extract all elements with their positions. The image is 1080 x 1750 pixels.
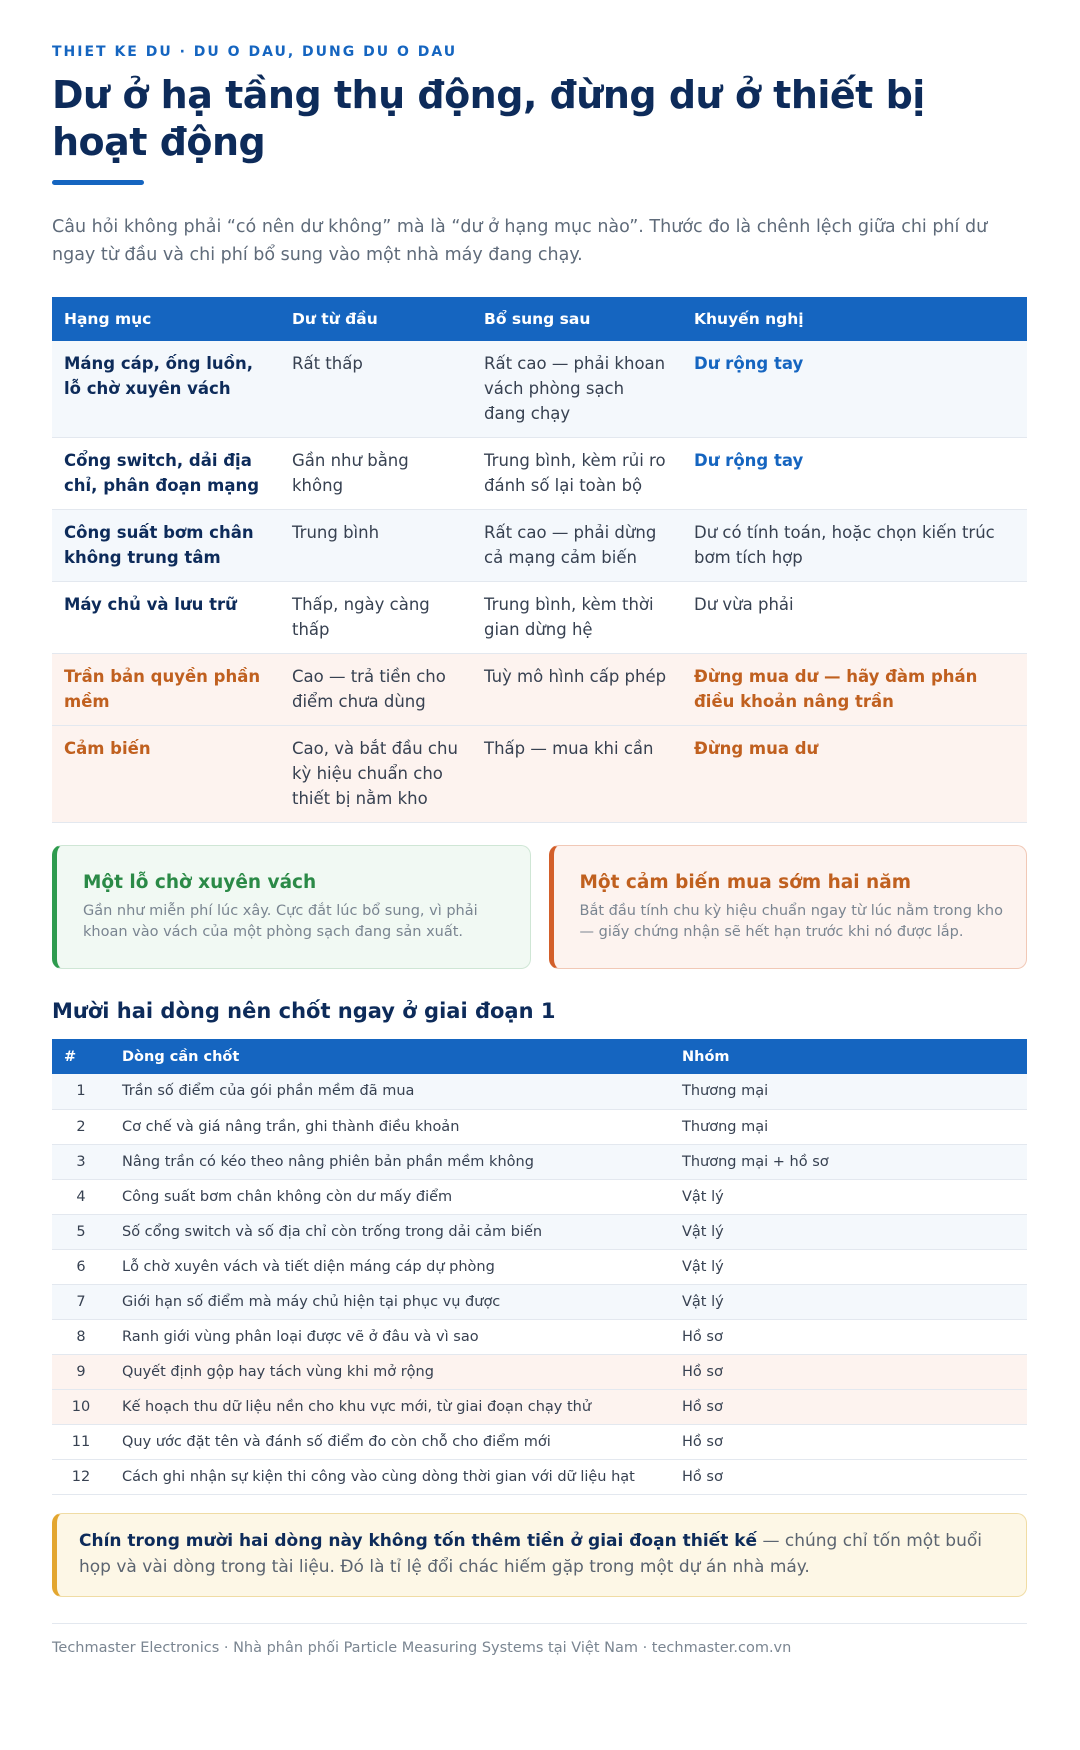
row-number: 10 — [52, 1389, 110, 1424]
row-number: 7 — [52, 1284, 110, 1319]
col-header-number: # — [52, 1039, 110, 1074]
row-number: 12 — [52, 1459, 110, 1494]
row-recommendation: Dư rộng tay — [682, 341, 1027, 438]
eyebrow: THIET KE DU · DU O DAU, DUNG DU O DAU — [52, 44, 458, 60]
row-item: Quyết định gộp hay tách vùng khi mở rộng — [110, 1354, 670, 1389]
row-later: Rất cao — phải dừng cả mạng cảm biến — [472, 510, 682, 582]
card-title: Một lỗ chờ xuyên vách — [83, 872, 317, 893]
row-number: 8 — [52, 1319, 110, 1354]
card-body: Gần như miễn phí lúc xây. Cực đắt lúc bổ sung, vì phải khoan vào vách của một phòng sạch đang sản xuất. — [83, 903, 478, 940]
example-card-good — [52, 845, 531, 969]
col-header-recommendation: Khuyến nghị — [682, 297, 1027, 341]
example-card-bad — [549, 845, 1028, 969]
row-upfront: Rất thấp — [280, 341, 472, 438]
checklist-title: Mười hai dòng nên chốt ngay ở giai đoạn 1 — [52, 999, 556, 1023]
row-upfront: Thấp, ngày càng thấp — [280, 582, 472, 654]
row-upfront: Gần như bằng không — [280, 438, 472, 510]
row-number: 6 — [52, 1249, 110, 1284]
comparison-table — [52, 297, 1027, 823]
checklist-row — [52, 1249, 1027, 1284]
row-group: Hồ sơ — [670, 1319, 1027, 1354]
row-number: 5 — [52, 1214, 110, 1249]
row-later: Tuỳ mô hình cấp phép — [472, 654, 682, 726]
row-item: Số cổng switch và số địa chỉ còn trống trong dải cảm biến — [110, 1214, 670, 1249]
checklist-row — [52, 1354, 1027, 1389]
checklist-row — [52, 1319, 1027, 1354]
checklist-row — [52, 1214, 1027, 1249]
row-upfront: Cao, và bắt đầu chu kỳ hiệu chuẩn cho thiết bị nằm kho — [280, 726, 472, 823]
row-number: 1 — [52, 1074, 110, 1109]
row-recommendation: Đừng mua dư — [682, 726, 1027, 823]
row-recommendation: Dư vừa phải — [682, 582, 1027, 654]
card-body: Bắt đầu tính chu kỳ hiệu chuẩn ngay từ lúc nằm trong kho — giấy chứng nhận sẽ hết hạn trước khi nó được lắp. — [579, 903, 1003, 940]
row-category: Cổng switch, dải địa chỉ, phân đoạn mạng — [52, 438, 280, 510]
checklist-header-row — [52, 1039, 1027, 1074]
checklist-row — [52, 1459, 1027, 1494]
title-underline — [52, 180, 144, 185]
row-item: Lỗ chờ xuyên vách và tiết diện máng cáp dự phòng — [110, 1249, 670, 1284]
comparison-row — [52, 726, 1027, 823]
row-later: Trung bình, kèm rủi ro đánh số lại toàn bộ — [472, 438, 682, 510]
checklist-row — [52, 1389, 1027, 1424]
row-number: 2 — [52, 1109, 110, 1144]
note-text: — chúng chỉ tốn một buổi họp và vài dòng trong tài liệu. Đó là tỉ lệ đổi chác hiếm gặp trong một dự án nhà máy. — [79, 1530, 982, 1577]
row-item: Cơ chế và giá nâng trần, ghi thành điều khoản — [110, 1109, 670, 1144]
row-number: 3 — [52, 1144, 110, 1179]
checklist-row — [52, 1074, 1027, 1109]
row-item: Trần số điểm của gói phần mềm đã mua — [110, 1074, 670, 1109]
row-item: Kế hoạch thu dữ liệu nền cho khu vực mới, từ giai đoạn chạy thử — [110, 1389, 670, 1424]
comparison-row — [52, 341, 1027, 438]
row-upfront: Trung bình — [280, 510, 472, 582]
row-group: Vật lý — [670, 1249, 1027, 1284]
row-group: Vật lý — [670, 1284, 1027, 1319]
row-number: 4 — [52, 1179, 110, 1214]
checklist-row — [52, 1284, 1027, 1319]
example-cards — [52, 845, 1027, 969]
checklist-row — [52, 1179, 1027, 1214]
comparison-row — [52, 510, 1027, 582]
row-item: Quy ước đặt tên và đánh số điểm đo còn chỗ cho điểm mới — [110, 1424, 670, 1459]
row-group: Hồ sơ — [670, 1389, 1027, 1424]
row-later: Thấp — mua khi cần — [472, 726, 682, 823]
row-recommendation: Đừng mua dư — hãy đàm phán điều khoản nâng trần — [682, 654, 1027, 726]
row-group: Vật lý — [670, 1179, 1027, 1214]
col-header-category: Hạng mục — [52, 297, 280, 341]
row-recommendation: Dư có tính toán, hoặc chọn kiến trúc bơm tích hợp — [682, 510, 1027, 582]
row-upfront: Cao — trả tiền cho điểm chưa dùng — [280, 654, 472, 726]
row-group: Thương mại — [670, 1074, 1027, 1109]
comparison-row — [52, 582, 1027, 654]
row-number: 9 — [52, 1354, 110, 1389]
row-item: Nâng trần có kéo theo nâng phiên bản phần mềm không — [110, 1144, 670, 1179]
row-group: Thương mại — [670, 1109, 1027, 1144]
card-title: Một cảm biến mua sớm hai năm — [579, 872, 911, 893]
row-later: Rất cao — phải khoan vách phòng sạch đang chạy — [472, 341, 682, 438]
row-recommendation: Dư rộng tay — [682, 438, 1027, 510]
col-header-later: Bổ sung sau — [472, 297, 682, 341]
row-item: Công suất bơm chân không còn dư mấy điểm — [110, 1179, 670, 1214]
row-category: Cảm biến — [52, 726, 280, 823]
footer-text: Techmaster Electronics · Nhà phân phối Particle Measuring Systems tại Việt Nam · techmaster.com.vn — [52, 1639, 792, 1656]
footer-divider — [52, 1623, 1027, 1624]
row-number: 11 — [52, 1424, 110, 1459]
row-item: Cách ghi nhận sự kiện thi công vào cùng dòng thời gian với dữ liệu hạt — [110, 1459, 670, 1494]
row-category: Trần bản quyền phần mềm — [52, 654, 280, 726]
row-group: Vật lý — [670, 1214, 1027, 1249]
lead-paragraph: Câu hỏi không phải “có nên dư không” mà là “dư ở hạng mục nào”. Thước đo là chênh lệch giữa chi phí dư ngay từ đầu và chi phí bổ sung vào một nhà máy đang chạy. — [52, 217, 988, 265]
checklist-table — [52, 1039, 1027, 1495]
row-category: Máy chủ và lưu trữ — [52, 582, 280, 654]
checklist-row — [52, 1109, 1027, 1144]
summary-note — [52, 1513, 1027, 1597]
row-item: Giới hạn số điểm mà máy chủ hiện tại phục vụ được — [110, 1284, 670, 1319]
row-item: Ranh giới vùng phân loại được vẽ ở đâu và vì sao — [110, 1319, 670, 1354]
checklist-row — [52, 1144, 1027, 1179]
checklist-row — [52, 1424, 1027, 1459]
row-group: Hồ sơ — [670, 1424, 1027, 1459]
row-category: Máng cáp, ống luồn, lỗ chờ xuyên vách — [52, 341, 280, 438]
note-emphasis: Chín trong mười hai dòng này không tốn thêm tiền ở giai đoạn thiết kế — [79, 1530, 758, 1551]
col-header-group: Nhóm — [670, 1039, 1027, 1074]
page-title: Dư ở hạ tầng thụ động, đừng dư ở thiết bị hoạt động — [52, 73, 925, 164]
row-group: Hồ sơ — [670, 1459, 1027, 1494]
col-header-upfront: Dư từ đầu — [280, 297, 472, 341]
row-later: Trung bình, kèm thời gian dừng hệ — [472, 582, 682, 654]
row-group: Thương mại + hồ sơ — [670, 1144, 1027, 1179]
comparison-header-row — [52, 297, 1027, 341]
comparison-row — [52, 654, 1027, 726]
comparison-row — [52, 438, 1027, 510]
row-group: Hồ sơ — [670, 1354, 1027, 1389]
col-header-item: Dòng cần chốt — [110, 1039, 670, 1074]
row-category: Công suất bơm chân không trung tâm — [52, 510, 280, 582]
